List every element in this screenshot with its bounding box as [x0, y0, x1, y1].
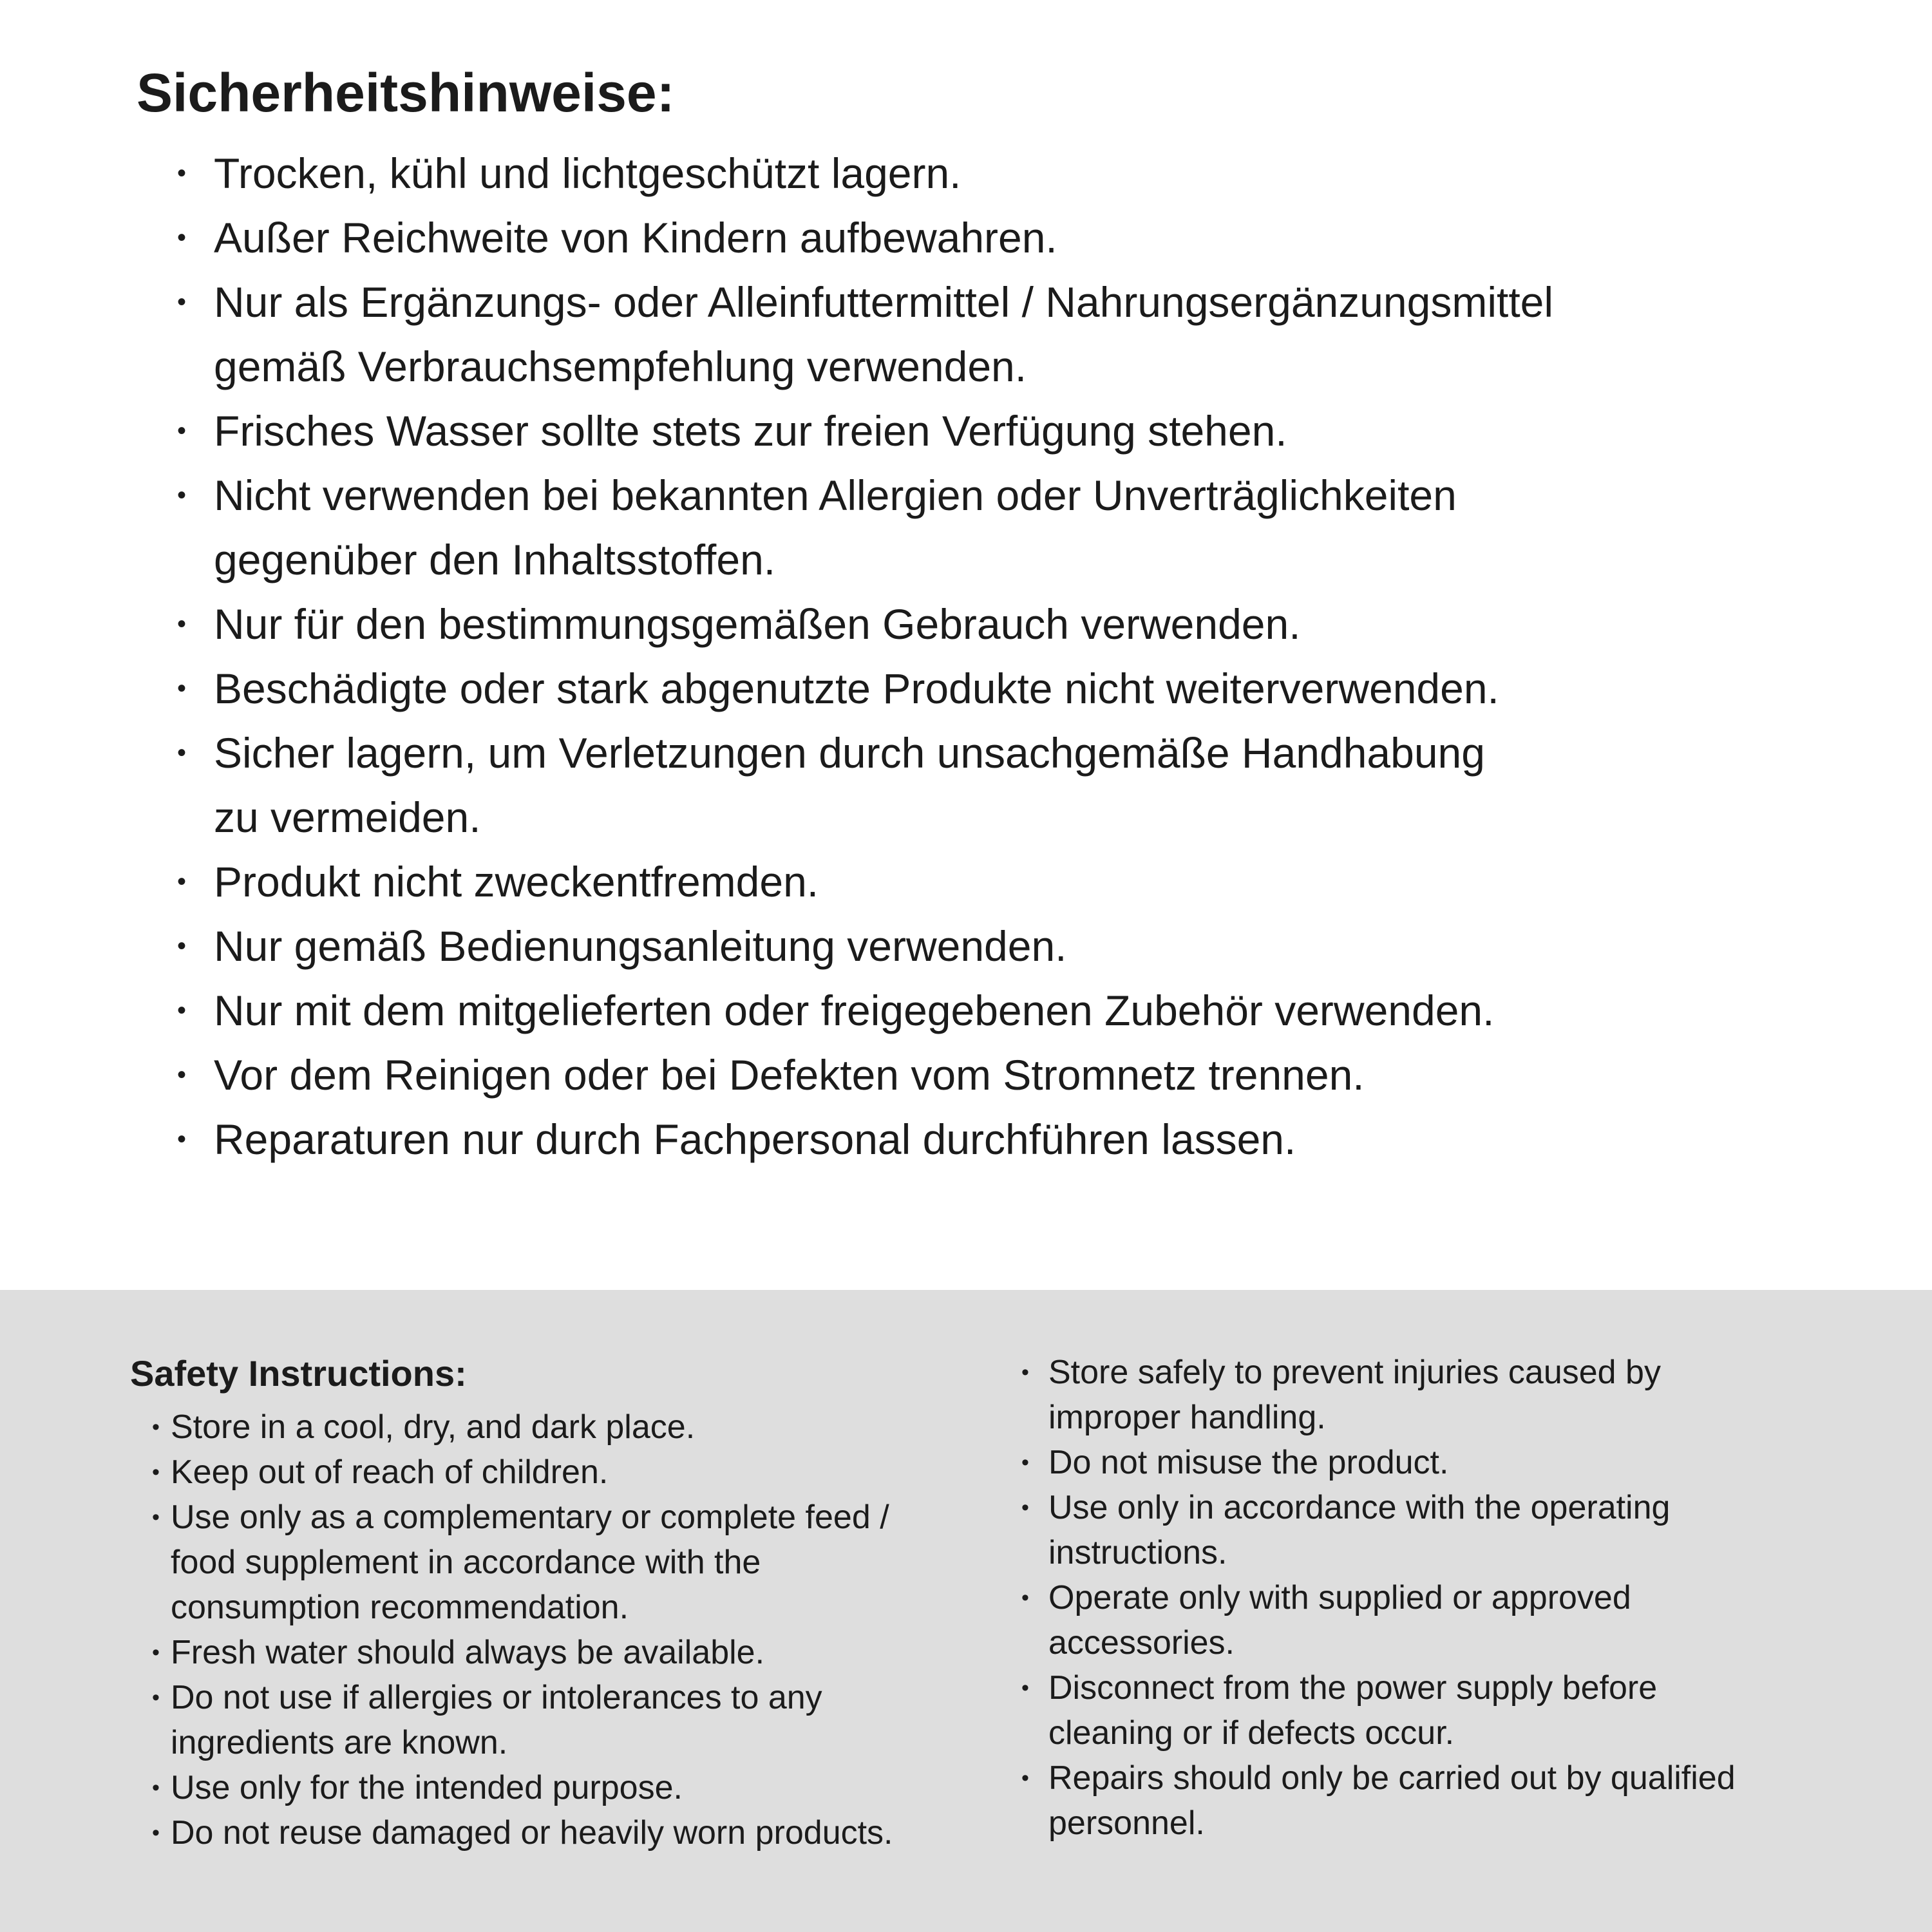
list-item [152, 1405, 893, 1450]
text-line: • Do not use if allergies or intolerances to any [171, 1679, 822, 1716]
english-title: Safety Instructions: [130, 1353, 467, 1394]
list-item [177, 141, 1553, 205]
list-item [177, 656, 1553, 721]
text-line: • Nur mit dem mitgelieferten oder freigegebenen Zubehör verwenden. [214, 987, 1495, 1034]
text-line: • Use only in accordance with the operating [1048, 1489, 1671, 1526]
text-line: improper handling. [1048, 1399, 1326, 1436]
german-title: Sicherheitshinweise: [137, 62, 675, 123]
list-item [152, 1630, 893, 1675]
list-item [177, 1043, 1553, 1107]
text-line: • Beschädigte oder stark abgenutzte Produkte nicht weiterverwenden. [214, 665, 1499, 712]
list-item [177, 721, 1553, 849]
text-line: food supplement in accordance with the [171, 1544, 761, 1581]
list-item [177, 1107, 1553, 1171]
text-line: • Frisches Wasser sollte stets zur freien Verfügung stehen. [214, 407, 1287, 455]
text-line: • Use only for the intended purpose. [171, 1769, 683, 1806]
english-safety-list-left-column [152, 1405, 893, 1855]
list-item [177, 399, 1553, 463]
text-line: consumption recommendation. [171, 1589, 629, 1626]
german-safety-list [177, 141, 1553, 1171]
text-line: • Nur als Ergänzungs- oder Alleinfuttermittel / Nahrungsergänzungsmittel [214, 278, 1554, 326]
text-line: • Trocken, kühl und lichtgeschützt lagern. [214, 149, 961, 197]
text-line: • Reparaturen nur durch Fachpersonal durchführen lassen. [214, 1115, 1296, 1163]
text-line: gemäß Verbrauchsempfehlung verwenden. [214, 343, 1027, 390]
text-line: • Keep out of reach of children. [171, 1454, 609, 1491]
list-item [177, 205, 1553, 270]
list-item [152, 1495, 893, 1630]
list-item [1021, 1440, 1736, 1485]
text-line: • Operate only with supplied or approved [1048, 1579, 1631, 1616]
text-line: • Do not reuse damaged or heavily worn products. [171, 1814, 893, 1852]
text-line: gegenüber den Inhaltsstoffen. [214, 536, 776, 583]
list-item [1021, 1575, 1736, 1665]
text-line: accessories. [1048, 1624, 1235, 1662]
list-item [1021, 1756, 1736, 1846]
list-item [152, 1765, 893, 1810]
text-line: cleaning or if defects occur. [1048, 1714, 1455, 1752]
list-item [152, 1450, 893, 1495]
list-item [1021, 1665, 1736, 1756]
text-line: • Use only as a complementary or complete feed / [171, 1499, 889, 1536]
text-line: • Nur für den bestimmungsgemäßen Gebrauch verwenden. [214, 600, 1301, 648]
text-line: • Produkt nicht zweckentfremden. [214, 858, 819, 905]
text-line: • Fresh water should always be available. [171, 1634, 765, 1671]
text-line: • Sicher lagern, um Verletzungen durch unsachgemäße Handhabung [214, 729, 1485, 777]
list-item [1021, 1350, 1736, 1440]
text-line: • Nicht verwenden bei bekannten Allergien oder Unverträglichkeiten [214, 471, 1457, 519]
text-line: • Store in a cool, dry, and dark place. [171, 1408, 696, 1446]
text-line: • Do not misuse the product. [1048, 1444, 1449, 1481]
list-item [1021, 1485, 1736, 1575]
text-line: • Vor dem Reinigen oder bei Defekten vom Stromnetz trennen. [214, 1051, 1365, 1099]
list-item [152, 1810, 893, 1855]
text-line: instructions. [1048, 1534, 1227, 1571]
english-safety-list-right-column [1021, 1350, 1736, 1846]
list-item [177, 592, 1553, 656]
list-item [177, 914, 1553, 978]
text-line: • Außer Reichweite von Kindern aufbewahren. [214, 214, 1057, 261]
english-section [0, 1290, 1932, 1932]
text-line: • Disconnect from the power supply before [1048, 1669, 1658, 1707]
text-line: personnel. [1048, 1804, 1205, 1842]
text-line: zu vermeiden. [214, 793, 481, 841]
list-item [177, 270, 1553, 399]
text-line: ingredients are known. [171, 1724, 508, 1761]
text-line: • Nur gemäß Bedienungsanleitung verwenden. [214, 922, 1067, 970]
list-item [177, 849, 1553, 914]
list-item [152, 1675, 893, 1765]
list-item [177, 978, 1553, 1043]
text-line: • Store safely to prevent injuries caused by [1048, 1354, 1661, 1391]
text-line: • Repairs should only be carried out by qualified [1048, 1759, 1736, 1797]
list-item [177, 463, 1553, 592]
